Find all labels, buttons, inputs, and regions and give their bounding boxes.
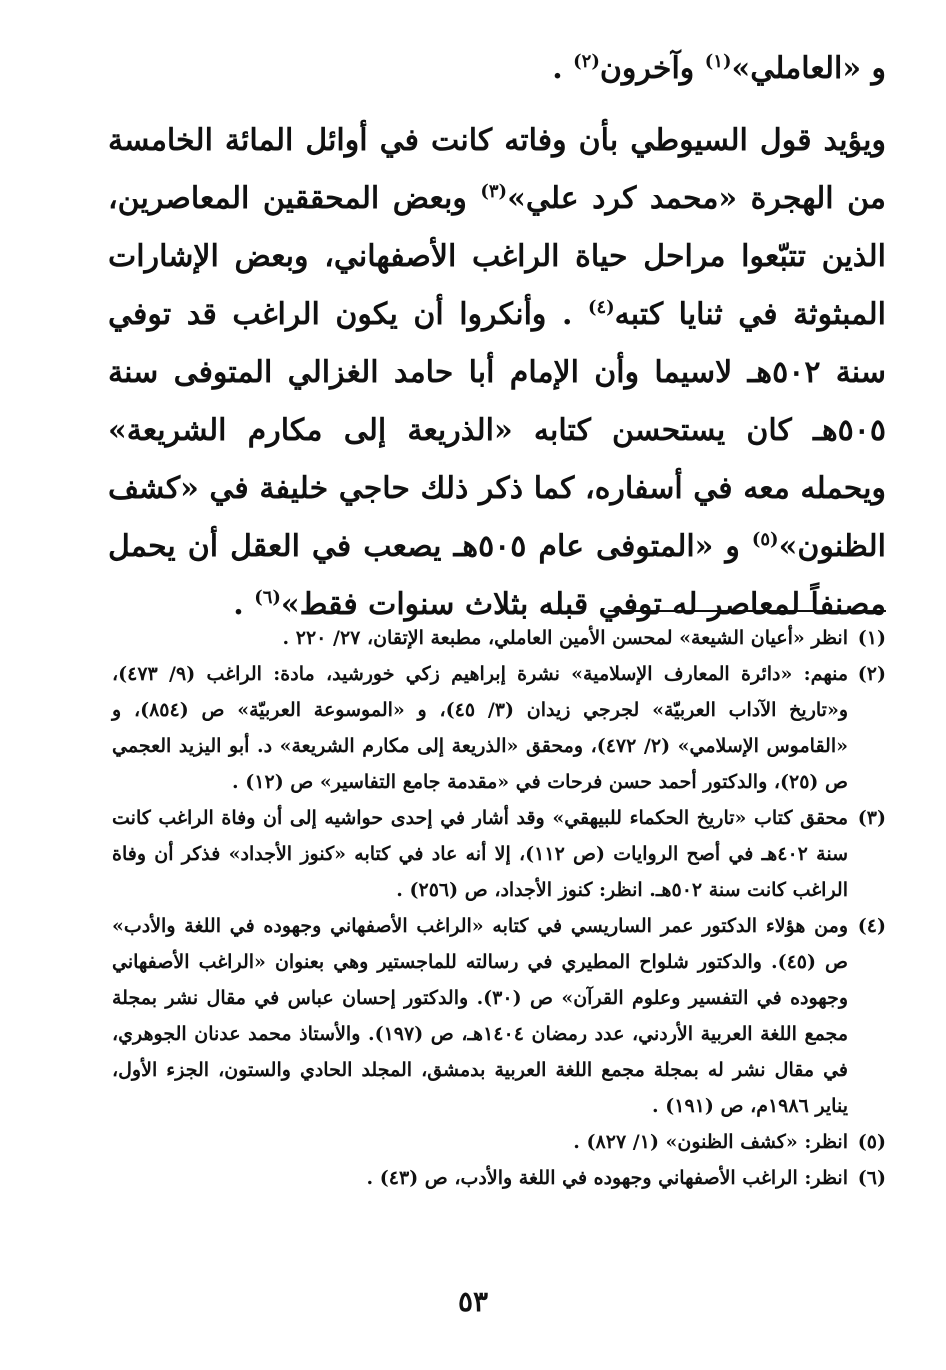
main-text [108,40,886,634]
footnote-number: (٥) [857,1131,886,1153]
footnote-ref-5[interactable]: (٥) [751,529,779,550]
footnote-number: (٦) [857,1167,886,1189]
text-segment: . [233,587,255,622]
footnote-divider [608,610,886,612]
footnote-text: انظر: «كشف الظنون» (١/ ٨٢٧) . [573,1131,848,1153]
footnote-text: انظر «أعيان الشيعة» لمحسن الأمين العاملي، مطبعة الإتقان، ٢٧/ ٢٢٠ . [282,627,848,649]
footnote-6 [112,1160,886,1196]
footnote-5 [112,1124,886,1160]
footnote-ref-6[interactable]: (٦) [254,587,281,608]
text-segment: وبعض المحققين المعاصرين، الذين تتبّعوا مراحل حياة الراغب الأصفهاني، وبعض الإشارات المبثوثة في ثنايا كتبه [108,181,886,332]
footnote-2 [112,656,886,800]
footnote-number: (٤) [857,915,886,937]
footnote-ref-1[interactable]: (١) [704,51,732,72]
footnote-ref-3[interactable]: (٣) [480,181,508,202]
footnote-4 [112,908,886,1124]
footnote-ref-2[interactable]: (٢) [573,51,600,72]
footnote-number: (٢) [857,663,886,685]
footnote-1 [112,620,886,656]
paragraph-2 [108,112,886,634]
paragraph-1 [108,40,886,98]
text-segment: وآخرون [599,51,705,86]
text-segment: و «العاملي» [731,51,886,86]
footnote-3 [112,800,886,908]
footnote-ref-4[interactable]: (٤) [587,297,615,318]
footnote-number: (١) [857,627,886,649]
footnotes-section [112,620,886,1196]
footnote-number: (٣) [857,807,886,829]
footnote-text: ومن هؤلاء الدكتور عمر الساريسي في كتابه «الراغب الأصفهاني وجهوده في اللغة والأدب» ص (٤٥). والدكتور شلواح المطيري في رسالته للماجستير وهي بعنوان «الراغب الأصفهاني وجهوده في التفسير وعلوم القرآن» ص (٣٠). والدكتور إحسان عباس في مقال نشر بمجلة مجمع اللغة العربية الأردني، عدد رمضان ١٤٠٤هـ، ص (١٩٧). والأستاذ محمد عدنان الجوهري، في مقال نشر له بمجلة مجمع اللغة العربية بدمشق، المجلد الحادي والستون، الجزء الأول، يناير ١٩٨٦م، ص (١٩١) . [112,915,849,1117]
text-segment: . وأنكروا أن يكون الراغب قد توفي سنة ٥٠٢هـ لاسيما وأن الإمام أبا حامد الغزالي المتوفى سنة ٥٠٥هـ كان يستحسن كتابه «الذريعة إلى مكارم الشريعة» ويحمله معه في أسفاره، كما ذكر ذلك حاجي خليفة في «كشف الظنون» [108,297,887,564]
text-segment: . [552,51,574,86]
page-number: ٥٣ [457,1285,489,1318]
footnote-text: انظر: الراغب الأصفهاني وجهوده في اللغة والأدب، ص (٤٣) . [366,1167,848,1189]
text-segment: و «المتوفى عام ٥٠٥هـ يصعب في العقل أن يحمل مصنفاً لمعاصر له توفي قبله بثلاث سنوات فقط» [108,529,886,622]
footnote-text: منهم: «دائرة المعارف الإسلامية» نشرة إبراهيم زكي خورشيد، مادة: الراغب (٩/ ٤٧٣)، و«تاريخ الآداب العربيّة» لجرجي زيدان (٣/ ٤٥)، و «الموسوعة العربيّة» ص (٨٥٤)، و «القاموس الإسلامي» (٢/ ٤٧٢)، ومحقق «الذريعة إلى مكارم الشريعة» د. أبو اليزيد العجمي ص (٢٥)، والدكتور أحمد حسن فرحات في «مقدمة جامع التفاسير» ص (١٢) . [112,663,849,793]
text-segment: ويؤيد قول السيوطي بأن وفاته كانت في أوائل المائة الخامسة من الهجرة «محمد كرد علي» [108,123,886,216]
footnote-text: محقق كتاب «تاريخ الحكماء للبيهقي» وقد أشار في إحدى حواشيه إلى أن وفاة الراغب كانت سنة ٤٠٢هـ في أصح الروايات (ص ١١٢)، إلا أنه عاد في كتابه «كنوز الأجداد» فذكر أن وفاة الراغب كانت سنة ٥٠٢هـ. انظر: كنوز الأجداد، ص (٢٥٦) . [112,807,848,901]
